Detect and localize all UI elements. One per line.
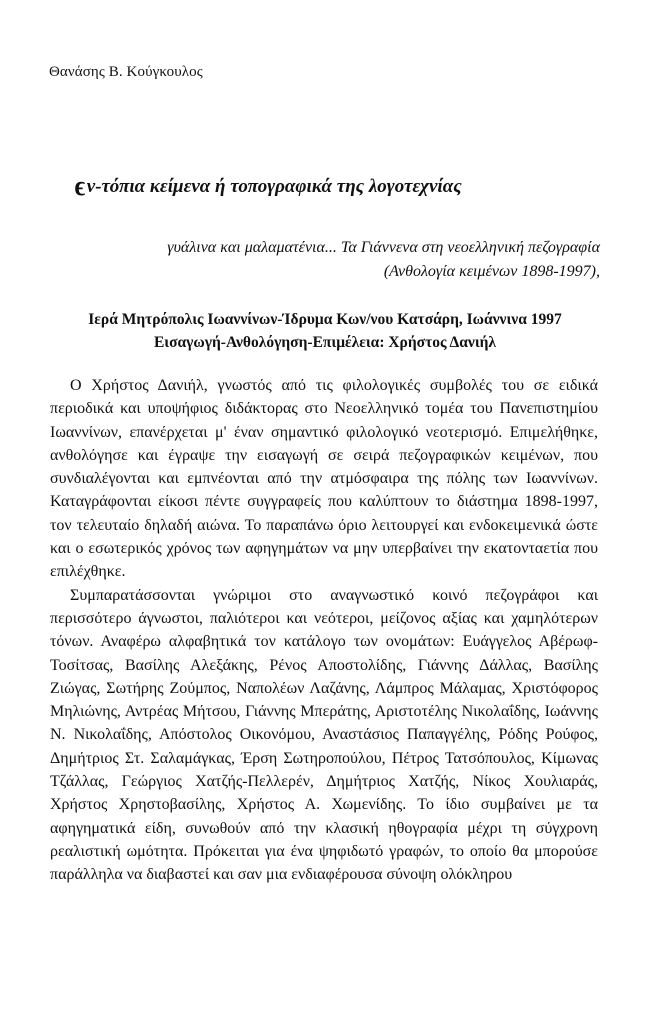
book-subtitle-line: (Ανθολογία κειμένων 1898-1997), (383, 263, 600, 280)
section-title (74, 171, 594, 202)
paragraph: Ο Χρήστος Δανιήλ, γνωστός από τις φιλολογικές συμβολές του σε ειδικά περιοδικά και υποψήφιος διδάκτορας στο Νεοελληνικό τομέα του Πανεπιστημίου Ιωαννίνων, επανέρχεται μ' έναν σημαντικό φιλολογικό νεοτερισμό. Επιμελήθηκε, ανθολόγησε και έγραψε την εισαγωγή σε σειρά πεζογραφικών κειμένων, που συνδιαλέγονται και εμπνέονται από την ατμόσφαιρα της πόλης των Ιωαννίνων. Καταγράφονται είκοσι πέντε συγγραφείς που καλύπτουν το διάστημα 1898-1997, τον τελευταίο δηλαδή αιώνα. Το παραπάνω όριο λειτουργεί και ενδοκειμενικά ώστε και ο εσωτερικός χρόνος των αφηγημάτων να μην υπερβαίνει την εκατονταετία που επιλέχθηκε. (50, 377, 598, 581)
book-title (60, 236, 600, 284)
editor-line: Εισαγωγή-Ανθολόγηση-Επιμέλεια: Χρήστος Δανιήλ (153, 334, 497, 351)
publication-info (50, 308, 600, 354)
decorative-initial: ϵ (74, 171, 86, 202)
paragraph: Συμπαρατάσσονται γνώριμοι στο αναγνωστικό κοινό πεζογράφοι και περισσότερο άγνωστοι, παλιότεροι και νεότεροι, μείζονος αξίας και χαμηλότερων τόνων. Αναφέρω αλφαβητικά τον κατάλογο των ονομάτων: Ευάγγελος Αβέρωφ-Τοσίτσας, Βασίλης Αλεξάκης, Ρένος Αποστολίδης, Γιάννης Δάλλας, Βασίλης Ζιώγας, Σωτήρης Ζούμπος, Ναπολέων Λαζάνης, Λάμπρος Μάλαμας, Χριστόφορος Μηλιώνης, Αντρέας Μήτσου, Γιάννης Μπεράτης, Αριστοτέλης Νικολαΐδης, Ιωάννης Ν. Νικολαΐδης, Απόστολος Οικονόμου, Αναστάσιος Παπαγγέλης, Ρόδης Ρούφος, Δημήτριος Στ. Σαλαμάγκας, Έρση Σωτηροπούλου, Πέτρος Τατσόπουλος, Κίμωνας Τζάλλας, Γεώργιος Χατζής-Πελλερέν, Δημήτριος Χατζής, Νίκος Χουλιαράς, Χρήστος Χρηστοβασίλης, Χρήστος Α. Χωμενίδης. Το ίδιο συμβαίνει με τα αφηγηματικά είδη, συνωθούν από την κλασική ηθογραφία μέχρι τη σύγχρονη ρεαλιστική ωμότητα. Πρόκειται για ένα ψηφιδωτό γραφών, το οποίο θα μπορούσε παράλληλα να διαβαστεί και σαν μια ενδιαφέρουσα σύνοψη ολόκληρου (50, 586, 598, 884)
body-text (50, 374, 598, 887)
section-title-text: ν-τόπια κείμενα ή τοπογραφικά της λογοτεχνίας (86, 176, 462, 197)
running-header-author: Θανάσης Β. Κούγκουλος (49, 64, 203, 80)
publisher-line: Ιερά Μητρόπολις Ιωαννίνων-Ίδρυμα Κων/νου Κατσάρη, Ιωάννινα 1997 (88, 311, 562, 328)
book-title-line: γυάλινα και μαλαματένια... Τα Γιάννενα στη νεοελληνική πεζογραφία (167, 239, 600, 256)
